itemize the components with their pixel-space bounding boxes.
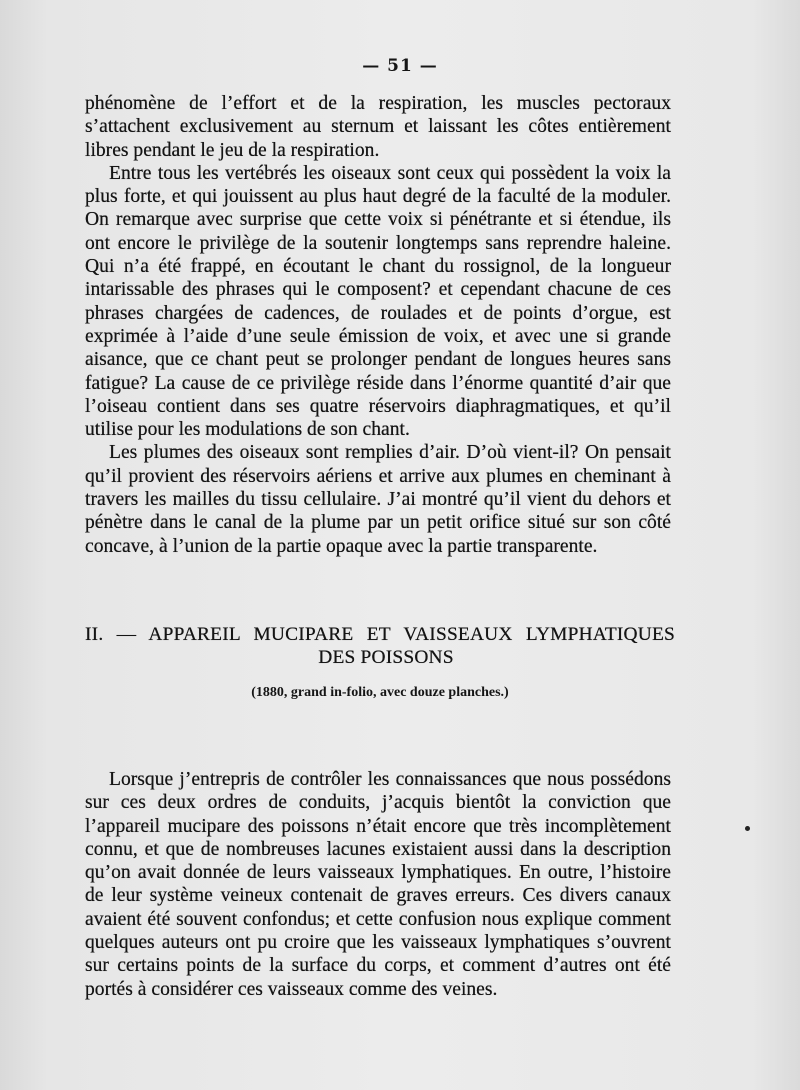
paragraph: Lorsque j’entrepris de contrôler les connaissances que nous possédons sur ces deux ordres de conduits, j’acquis bientôt la conviction que l’appareil mucipare des poissons n’était encore que très incomplètement connu, et que de nombreuses lacunes existaient aussi dans la description qu’on avait donnée de leurs vaisseaux lymphatiques. En outre, l’histoire de leur système veineux contenait de graves erreurs. Ces divers canaux avaient été souvent confondus; et cette confusion nous explique comment quelques auteurs ont pu croire que les vaisseaux lymphatiques s’ouvrent sur certains points de la surface du corps, et comment d’autres ont été portés à considérer ces vaisseaux comme des veines. [85,769,671,1000]
page-number: — 51 — [362,56,438,76]
section-heading [85,623,675,669]
text-block-bottom [85,768,671,1001]
section-subtitle: (1880, grand in-folio, avec douze planches.) [251,685,509,700]
paragraph: Les plumes des oiseaux sont remplies d’air. D’où vient-il? On pensait qu’il provient des réservoirs aériens et arrive aux plumes en cheminant à travers les mailles du tissu cellulaire. J’ai montré qu’il vient du dehors et pénètre dans le canal de la plume par un petit orifice situé sur son côté concave, à l’union de la partie opaque avec la partie transparente. [85,442,671,557]
ink-speck [745,826,750,831]
section-heading-line-1: II. — APPAREIL MUCIPARE ET VAISSEAUX LYMPHATIQUES [85,624,675,645]
paragraph: Entre tous les vertébrés les oiseaux sont ceux qui possèdent la voix la plus forte, et qui jouissent au plus haut degré de la faculté de la moduler. On remarque avec surprise que cette voix si pénétrante et si étendue, ils ont encore le privilège de la soutenir longtemps sans reprendre haleine. Qui n’a été frappé, en écoutant le chant du rossignol, de la longueur intarissable des phrases qui le composent? et cependant chacune de ces phrases chargées de cadences, de roulades et de points d’orgue, est exprimée à l’aide d’une seule émission de voix, et avec une si grande aisance, que ce chant peut se prolonger pendant de longues heures sans fatigue? La cause de ce privilège réside dans l’énorme quantité d’air que l’oiseau contient dans ses quatre réservoirs diaphragmatiques, et qu’il utilise pour les modulations de son chant. [85,162,671,441]
text-block-top [85,92,671,558]
section-heading-line-2: DES POISSONS [318,647,454,668]
paragraph: phénomène de l’effort et de la respiration, les muscles pectoraux s’attachent exclusivement au sternum et laissant les côtes entièrement libres pendant le jeu de la respiration. [85,93,671,161]
